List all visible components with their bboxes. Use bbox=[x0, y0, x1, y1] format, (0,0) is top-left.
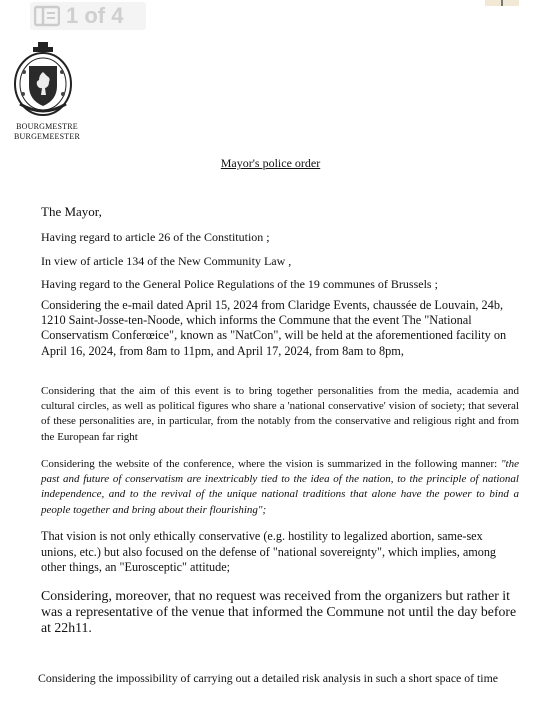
paragraph-event-aim: Considering that the aim of this event is to bring together personalities from the media, academia and cultural circles, as well as political figures who share a 'national conservative' vision of society; that several of these personalities are, in particular, from the notably from the conservative and religious right and from the European far right bbox=[41, 385, 519, 443]
seal-caption bbox=[11, 122, 83, 142]
seal-caption-nl: BURGEMEESTER bbox=[14, 132, 80, 141]
paragraph-no-request: Considering, moreover, that no request was received from the organizers but rather it was a representative of the venue that informed the Commune not until the day before at 22h11. bbox=[41, 588, 517, 636]
paragraph-police-regulations: Having regard to the General Police Regulations of the 19 communes of Brussels ; bbox=[41, 277, 438, 291]
paragraph-website-vision bbox=[41, 457, 519, 518]
page-indicator-text: 1 of 4 bbox=[66, 3, 124, 28]
seal-caption-fr: BOURGMESTRE bbox=[16, 122, 78, 131]
paragraph-email-notice: Considering the e-mail dated April 15, 2024 from Claridge Events, chaussée de Louvain, 24b, 1210 Saint-Josse-ten-Noode, which informs the Commune that the event The "National Conservatism Conferœice", known as "NatCon", will be held at the aforementioned facility on April 16, 2024, from 8am to 11pm, and April 17, 2024, from 8am to 8pm, bbox=[41, 298, 507, 358]
paragraph-article-134: In view of article 134 of the New Community Law , bbox=[41, 254, 292, 268]
page-indicator[interactable] bbox=[30, 2, 146, 30]
paragraph-article-26: Having regard to article 26 of the Constitution ; bbox=[41, 230, 270, 244]
brussels-coat-of-arms-seal bbox=[12, 42, 74, 118]
corner-mark bbox=[485, 0, 519, 6]
document-pages-icon bbox=[34, 5, 60, 27]
document-title: Mayor's police order bbox=[220, 156, 321, 170]
website-intro-text: Considering the website of the conference, where the vision is summarized in the following manner: bbox=[41, 458, 501, 470]
paragraph-mayor: The Mayor, bbox=[41, 204, 102, 219]
paragraph-risk-analysis: Considering the impossibility of carrying out a detailed risk analysis in such a short space of time bbox=[38, 671, 498, 685]
paragraph-vision: That vision is not only ethically conservative (e.g. hostility to legalized abortion, same-sex unions, etc.) but also focused on the defense of "national sovereignty", which implies, among other things, an "Eurosceptic" attitude; bbox=[41, 529, 497, 575]
website-quote: "the past and future of conservatism are inextricably tied to the idea of the nation, to the principle of national independence, and to the revival of the unique national traditions that alone have the power to bind a people together and bring about their flourishing"; bbox=[41, 458, 519, 516]
